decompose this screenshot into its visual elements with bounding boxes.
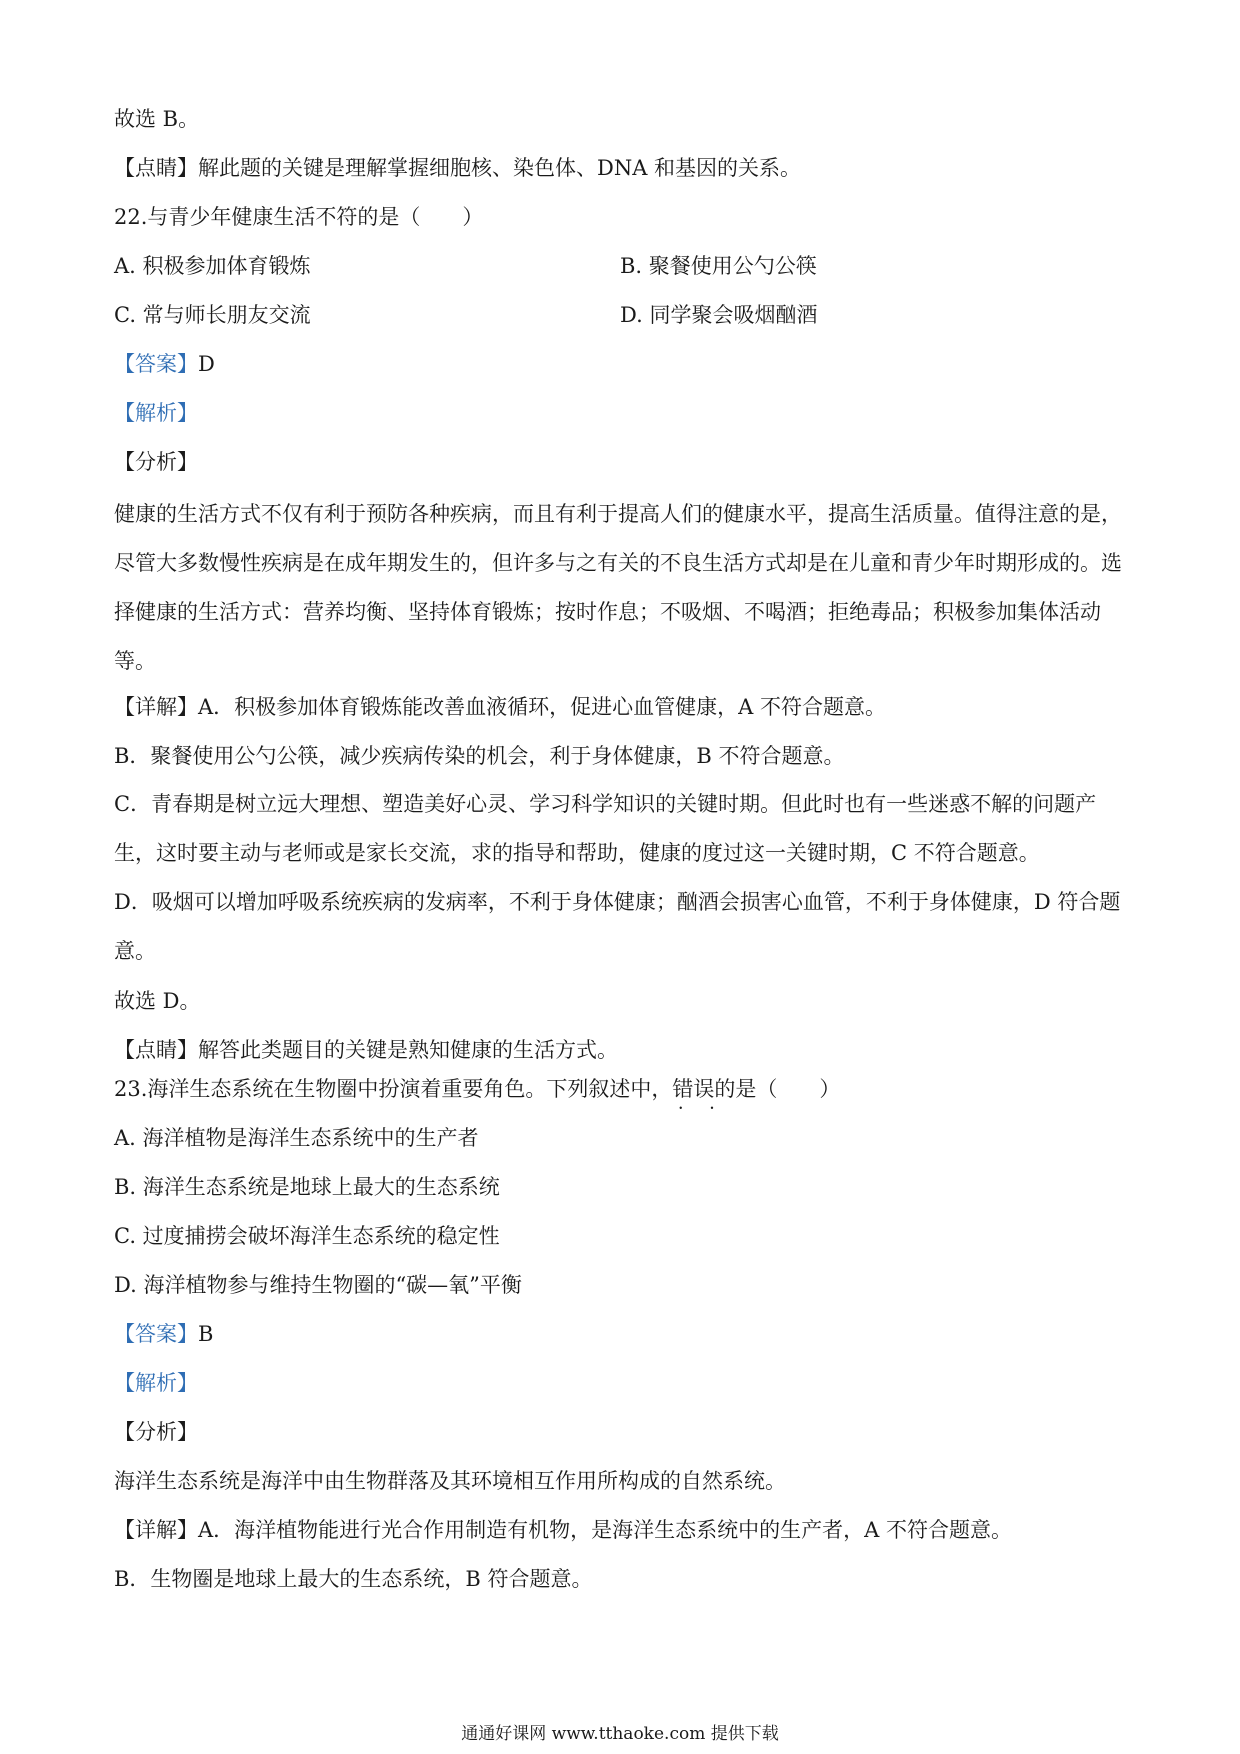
option-a: A. 海洋植物是海洋生态系统中的生产者 bbox=[114, 1126, 479, 1150]
detail-line: B．聚餐使用公勺公筷，减少疾病传染的机会，利于身体健康，B 不符合题意。 bbox=[114, 744, 845, 768]
detail-line: 【详解】A．积极参加体育锻炼能改善血液循环，促进心血管健康，A 不符合题意。 bbox=[114, 695, 887, 719]
answer-line bbox=[114, 1319, 213, 1349]
fenxi-tag: 【分析】 bbox=[114, 1420, 198, 1444]
detail-line: B．生物圈是地球上最大的生态系统，B 符合题意。 bbox=[114, 1567, 593, 1591]
text-line: 【点睛】解此题的关键是理解掌握细胞核、染色体、DNA 和基因的关系。 bbox=[114, 156, 802, 180]
detail-paragraph: D．吸烟可以增加呼吸系统疾病的发病率，不利于身体健康；酗酒会损害心血管，不利于身体健康，D 符合题意。 bbox=[114, 890, 1121, 963]
option-d: D. 海洋植物参与维持生物圈的“碳—氧”平衡 bbox=[114, 1273, 522, 1297]
option-b: B. 海洋生态系统是地球上最大的生态系统 bbox=[114, 1175, 500, 1199]
analysis-tag: 【解析】 bbox=[114, 401, 198, 425]
question-23-stem bbox=[114, 1074, 840, 1104]
answer-tag: 【答案】 bbox=[114, 352, 198, 376]
stem-text: 的是（ ） bbox=[714, 1077, 841, 1101]
page-footer: 通通好课网 www.tthaoke.com 提供下载 bbox=[461, 1724, 779, 1744]
text-line: 故选 D。 bbox=[114, 989, 201, 1013]
analysis-paragraph: 海洋生态系统是海洋中由生物群落及其环境相互作用所构成的自然系统。 bbox=[114, 1469, 786, 1493]
question-22-stem: 22.与青少年健康生活不符的是（ ） bbox=[114, 205, 484, 229]
analysis-tag: 【解析】 bbox=[114, 1371, 198, 1395]
answer-line bbox=[114, 349, 215, 379]
detail-line: 【详解】A．海洋植物能进行光合作用制造有机物，是海洋生态系统中的生产者，A 不符合题意。 bbox=[114, 1518, 1013, 1542]
emphasis-text: 错误 • • bbox=[672, 1074, 714, 1104]
answer-tag: 【答案】 bbox=[114, 1322, 198, 1346]
text-line: 【点睛】解答此类题目的关键是熟知健康的生活方式。 bbox=[114, 1038, 618, 1062]
text-line: 故选 B。 bbox=[114, 107, 200, 131]
option-d: D. 同学聚会吸烟酗酒 bbox=[620, 303, 818, 327]
analysis-paragraph: 健康的生活方式不仅有利于预防各种疾病，而且有利于提高人们的健康水平，提高生活质量。值得注意的是，尽管大多数慢性疾病是在成年期发生的，但许多与之有关的不良生活方式却是在儿童和青少年时期形成的。选择健康的生活方式：营养均衡、坚持体育锻炼；按时作息；不吸烟、不喝酒；拒绝毒品；积极参加集体活动等。 bbox=[114, 502, 1122, 673]
fenxi-tag: 【分析】 bbox=[114, 450, 198, 474]
answer-value: D bbox=[198, 352, 215, 376]
answer-value: B bbox=[198, 1322, 214, 1346]
option-c: C. 常与师长朋友交流 bbox=[114, 303, 311, 327]
option-b: B. 聚餐使用公勺公筷 bbox=[620, 254, 817, 278]
stem-text: 23.海洋生态系统在生物圈中扮演着重要角色。下列叙述中， bbox=[114, 1077, 673, 1101]
option-c: C. 过度捕捞会破坏海洋生态系统的稳定性 bbox=[114, 1224, 500, 1248]
option-a: A. 积极参加体育锻炼 bbox=[114, 254, 311, 278]
detail-paragraph: C．青春期是树立远大理想、塑造美好心灵、学习科学知识的关键时期。但此时也有一些迷惑不解的问题产生，这时要主动与老师或是家长交流，求的指导和帮助，健康的度过这一关键时期，C 不符合题意。 bbox=[114, 792, 1097, 865]
